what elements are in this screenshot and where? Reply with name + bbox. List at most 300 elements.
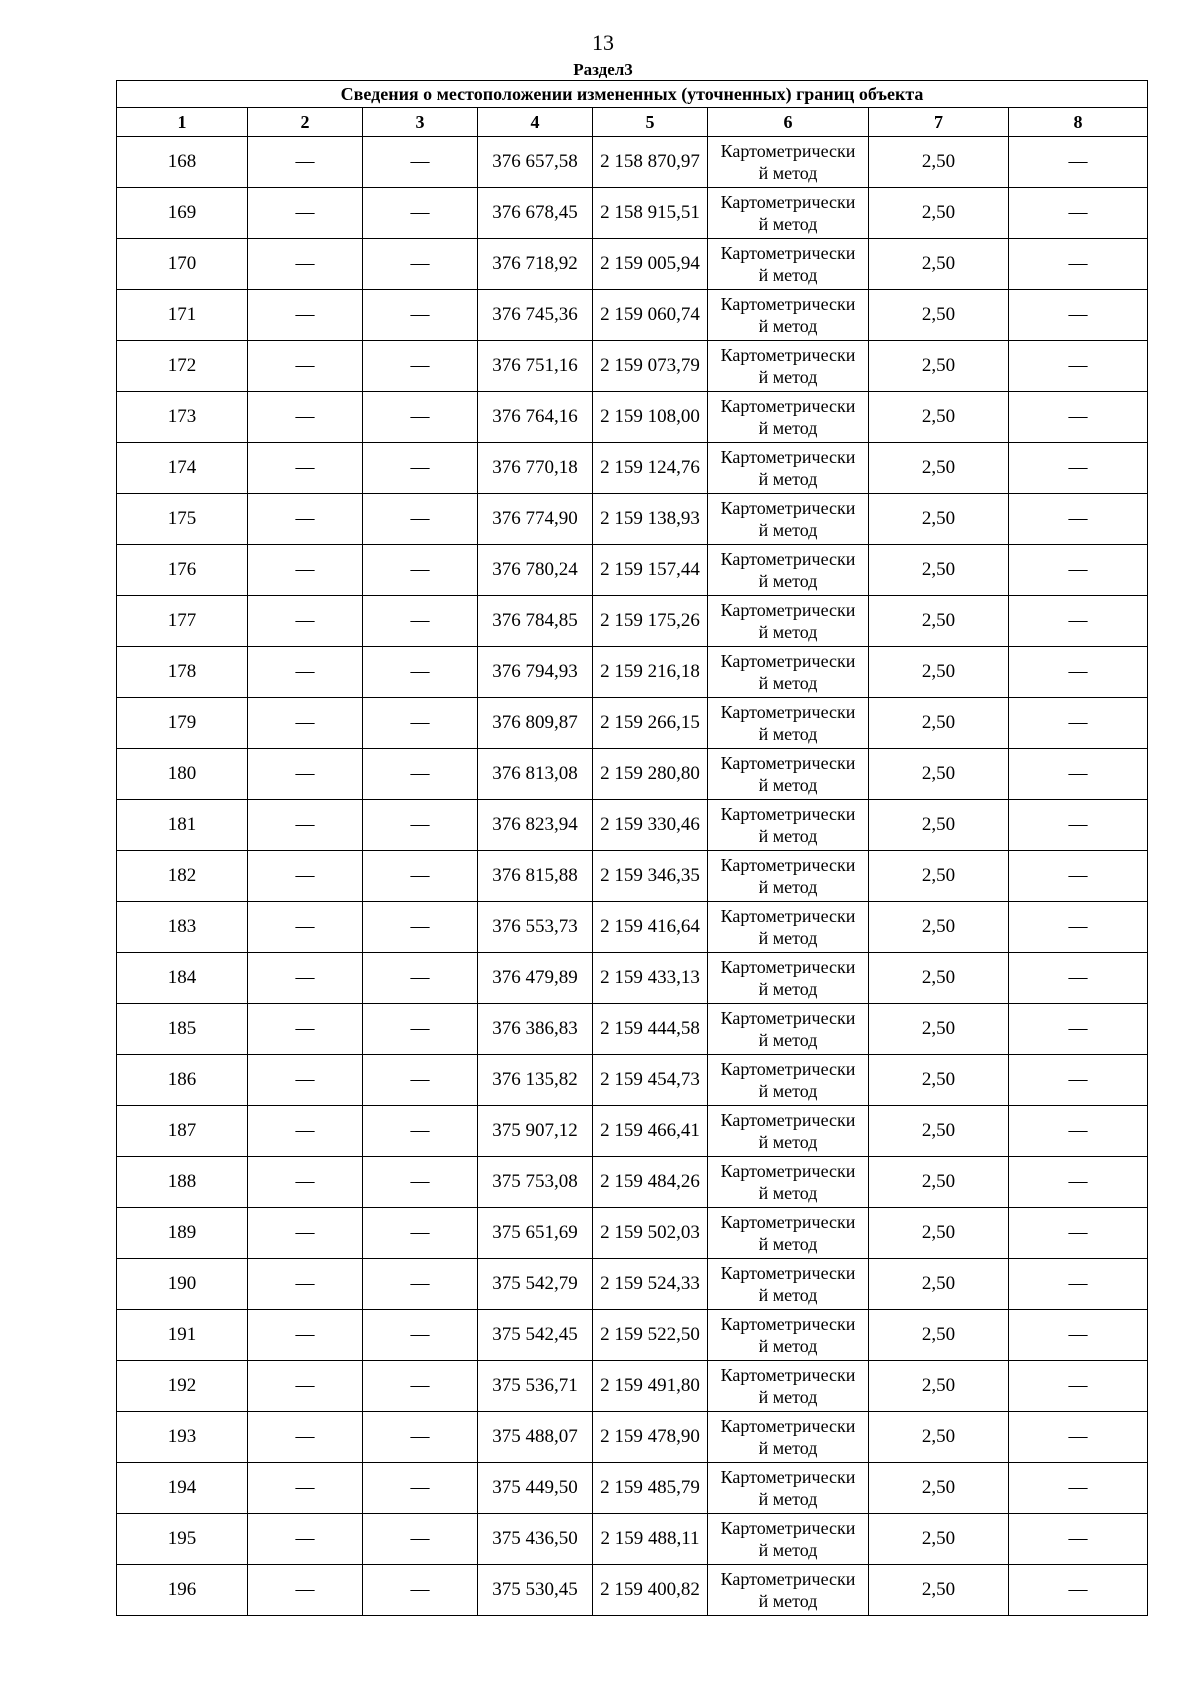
empty-value-cell: —: [248, 596, 363, 647]
empty-value-cell: —: [1009, 1157, 1148, 1208]
method-line-2: й метод: [758, 724, 818, 744]
y-coordinate-cell: 2 159 485,79: [593, 1463, 708, 1514]
y-coordinate-cell: 2 159 157,44: [593, 545, 708, 596]
accuracy-cell: 2,50: [869, 902, 1009, 953]
method-line-1: Картометрически: [720, 804, 856, 824]
empty-value-cell: —: [363, 1208, 478, 1259]
y-coordinate-cell: 2 159 060,74: [593, 290, 708, 341]
empty-value-cell: —: [1009, 1463, 1148, 1514]
accuracy-cell: 2,50: [869, 698, 1009, 749]
empty-value-cell: —: [363, 698, 478, 749]
point-number-cell: 179: [117, 698, 248, 749]
y-coordinate-cell: 2 159 433,13: [593, 953, 708, 1004]
table-row: [117, 1361, 1148, 1412]
table-caption: Сведения о местоположении измененных (уточненных) границ объекта: [117, 81, 1148, 108]
coordinates-table: [116, 80, 1148, 1616]
empty-value-cell: —: [1009, 800, 1148, 851]
method-line-1: Картометрически: [720, 1161, 856, 1181]
column-number-3: 3: [363, 108, 478, 137]
x-coordinate-cell: 376 813,08: [478, 749, 593, 800]
column-number-8: 8: [1009, 108, 1148, 137]
method-line-1: Картометрически: [720, 396, 856, 416]
empty-value-cell: —: [363, 1004, 478, 1055]
method-line-2: й метод: [758, 469, 818, 489]
section-title: Раздел3: [573, 60, 633, 79]
y-coordinate-cell: 2 158 915,51: [593, 188, 708, 239]
table-row: [117, 290, 1148, 341]
x-coordinate-cell: 375 753,08: [478, 1157, 593, 1208]
empty-value-cell: —: [1009, 698, 1148, 749]
point-number-cell: 188: [117, 1157, 248, 1208]
method-cell: [708, 1412, 869, 1463]
x-coordinate-cell: 376 718,92: [478, 239, 593, 290]
empty-value-cell: —: [248, 494, 363, 545]
empty-value-cell: —: [248, 902, 363, 953]
y-coordinate-cell: 2 159 484,26: [593, 1157, 708, 1208]
y-coordinate-cell: 2 159 466,41: [593, 1106, 708, 1157]
method-line-2: й метод: [758, 1540, 818, 1560]
x-coordinate-cell: 376 386,83: [478, 1004, 593, 1055]
y-coordinate-cell: 2 159 522,50: [593, 1310, 708, 1361]
empty-value-cell: —: [248, 953, 363, 1004]
method-line-1: Картометрически: [720, 1008, 856, 1028]
table-row: [117, 341, 1148, 392]
method-line-2: й метод: [758, 571, 818, 591]
point-number-cell: 184: [117, 953, 248, 1004]
empty-value-cell: —: [248, 1412, 363, 1463]
point-number-cell: 171: [117, 290, 248, 341]
method-cell: [708, 443, 869, 494]
table-row: [117, 392, 1148, 443]
empty-value-cell: —: [1009, 494, 1148, 545]
y-coordinate-cell: 2 159 216,18: [593, 647, 708, 698]
method-line-1: Картометрически: [720, 1212, 856, 1232]
empty-value-cell: —: [363, 1310, 478, 1361]
method-line-2: й метод: [758, 265, 818, 285]
accuracy-cell: 2,50: [869, 1259, 1009, 1310]
column-number-row: [117, 108, 1148, 137]
table-row: [117, 494, 1148, 545]
empty-value-cell: —: [248, 851, 363, 902]
method-line-2: й метод: [758, 418, 818, 438]
empty-value-cell: —: [363, 1259, 478, 1310]
empty-value-cell: —: [1009, 1259, 1148, 1310]
point-number-cell: 190: [117, 1259, 248, 1310]
accuracy-cell: 2,50: [869, 749, 1009, 800]
method-line-1: Картометрически: [720, 141, 856, 161]
point-number-cell: 182: [117, 851, 248, 902]
empty-value-cell: —: [248, 239, 363, 290]
method-line-2: й метод: [758, 979, 818, 999]
y-coordinate-cell: 2 159 330,46: [593, 800, 708, 851]
y-coordinate-cell: 2 158 870,97: [593, 137, 708, 188]
point-number-cell: 194: [117, 1463, 248, 1514]
method-line-2: й метод: [758, 1438, 818, 1458]
table-row: [117, 545, 1148, 596]
method-line-1: Картометрически: [720, 345, 856, 365]
point-number-cell: 175: [117, 494, 248, 545]
accuracy-cell: 2,50: [869, 1208, 1009, 1259]
x-coordinate-cell: 376 678,45: [478, 188, 593, 239]
column-number-6: 6: [708, 108, 869, 137]
accuracy-cell: 2,50: [869, 800, 1009, 851]
empty-value-cell: —: [248, 1361, 363, 1412]
table-row: [117, 188, 1148, 239]
point-number-cell: 181: [117, 800, 248, 851]
empty-value-cell: —: [1009, 545, 1148, 596]
point-number-cell: 192: [117, 1361, 248, 1412]
empty-value-cell: —: [1009, 341, 1148, 392]
column-number-2: 2: [248, 108, 363, 137]
method-cell: [708, 953, 869, 1004]
x-coordinate-cell: 376 479,89: [478, 953, 593, 1004]
empty-value-cell: —: [1009, 1208, 1148, 1259]
accuracy-cell: 2,50: [869, 239, 1009, 290]
method-line-2: й метод: [758, 163, 818, 183]
method-line-2: й метод: [758, 367, 818, 387]
y-coordinate-cell: 2 159 346,35: [593, 851, 708, 902]
empty-value-cell: —: [1009, 1310, 1148, 1361]
y-coordinate-cell: 2 159 454,73: [593, 1055, 708, 1106]
accuracy-cell: 2,50: [869, 851, 1009, 902]
table-row: [117, 953, 1148, 1004]
table-row: [117, 1463, 1148, 1514]
method-cell: [708, 1106, 869, 1157]
table-row: [117, 596, 1148, 647]
method-line-2: й метод: [758, 1030, 818, 1050]
method-cell: [708, 596, 869, 647]
method-cell: [708, 1004, 869, 1055]
empty-value-cell: —: [363, 1157, 478, 1208]
empty-value-cell: —: [1009, 290, 1148, 341]
method-line-2: й метод: [758, 1285, 818, 1305]
table-row: [117, 1310, 1148, 1361]
method-line-1: Картометрически: [720, 549, 856, 569]
y-coordinate-cell: 2 159 266,15: [593, 698, 708, 749]
x-coordinate-cell: 376 780,24: [478, 545, 593, 596]
table-row: [117, 1208, 1148, 1259]
point-number-cell: 196: [117, 1565, 248, 1616]
method-cell: [708, 545, 869, 596]
method-cell: [708, 1259, 869, 1310]
method-line-1: Картометрически: [720, 1467, 856, 1487]
table-row: [117, 749, 1148, 800]
x-coordinate-cell: 376 823,94: [478, 800, 593, 851]
method-line-1: Картометрически: [720, 906, 856, 926]
method-line-2: й метод: [758, 520, 818, 540]
table-row: [117, 1565, 1148, 1616]
empty-value-cell: —: [1009, 647, 1148, 698]
x-coordinate-cell: 376 809,87: [478, 698, 593, 749]
empty-value-cell: —: [363, 1514, 478, 1565]
method-line-1: Картометрически: [720, 294, 856, 314]
method-cell: [708, 902, 869, 953]
method-line-2: й метод: [758, 1591, 818, 1611]
empty-value-cell: —: [248, 1208, 363, 1259]
empty-value-cell: —: [1009, 137, 1148, 188]
table-row: [117, 1412, 1148, 1463]
empty-value-cell: —: [363, 1106, 478, 1157]
empty-value-cell: —: [363, 647, 478, 698]
accuracy-cell: 2,50: [869, 1055, 1009, 1106]
method-cell: [708, 1157, 869, 1208]
method-line-1: Картометрически: [720, 600, 856, 620]
empty-value-cell: —: [248, 1259, 363, 1310]
method-line-2: й метод: [758, 1132, 818, 1152]
empty-value-cell: —: [363, 290, 478, 341]
empty-value-cell: —: [1009, 596, 1148, 647]
point-number-cell: 191: [117, 1310, 248, 1361]
x-coordinate-cell: 375 542,79: [478, 1259, 593, 1310]
empty-value-cell: —: [1009, 443, 1148, 494]
x-coordinate-cell: 375 536,71: [478, 1361, 593, 1412]
empty-value-cell: —: [248, 1514, 363, 1565]
method-line-1: Картометрически: [720, 1416, 856, 1436]
empty-value-cell: —: [363, 494, 478, 545]
point-number-cell: 187: [117, 1106, 248, 1157]
accuracy-cell: 2,50: [869, 647, 1009, 698]
table-row: [117, 1514, 1148, 1565]
empty-value-cell: —: [248, 188, 363, 239]
accuracy-cell: 2,50: [869, 188, 1009, 239]
empty-value-cell: —: [363, 1055, 478, 1106]
method-cell: [708, 1310, 869, 1361]
empty-value-cell: —: [363, 239, 478, 290]
empty-value-cell: —: [248, 290, 363, 341]
table-body: [117, 137, 1148, 1616]
empty-value-cell: —: [248, 800, 363, 851]
point-number-cell: 177: [117, 596, 248, 647]
method-cell: [708, 392, 869, 443]
table-row: [117, 698, 1148, 749]
empty-value-cell: —: [1009, 1565, 1148, 1616]
method-cell: [708, 137, 869, 188]
point-number-cell: 185: [117, 1004, 248, 1055]
accuracy-cell: 2,50: [869, 1565, 1009, 1616]
empty-value-cell: —: [363, 392, 478, 443]
method-cell: [708, 239, 869, 290]
method-line-1: Картометрически: [720, 1569, 856, 1589]
method-line-1: Картометрически: [720, 1263, 856, 1283]
point-number-cell: 176: [117, 545, 248, 596]
empty-value-cell: —: [1009, 902, 1148, 953]
method-line-2: й метод: [758, 1489, 818, 1509]
empty-value-cell: —: [363, 341, 478, 392]
method-line-1: Картометрически: [720, 753, 856, 773]
accuracy-cell: 2,50: [869, 494, 1009, 545]
point-number-cell: 169: [117, 188, 248, 239]
x-coordinate-cell: 376 553,73: [478, 902, 593, 953]
accuracy-cell: 2,50: [869, 137, 1009, 188]
empty-value-cell: —: [1009, 851, 1148, 902]
accuracy-cell: 2,50: [869, 290, 1009, 341]
accuracy-cell: 2,50: [869, 596, 1009, 647]
x-coordinate-cell: 376 815,88: [478, 851, 593, 902]
y-coordinate-cell: 2 159 416,64: [593, 902, 708, 953]
table-row: [117, 137, 1148, 188]
empty-value-cell: —: [363, 902, 478, 953]
accuracy-cell: 2,50: [869, 1310, 1009, 1361]
x-coordinate-cell: 375 488,07: [478, 1412, 593, 1463]
point-number-cell: 170: [117, 239, 248, 290]
x-coordinate-cell: 376 774,90: [478, 494, 593, 545]
empty-value-cell: —: [1009, 1361, 1148, 1412]
column-number-7: 7: [869, 108, 1009, 137]
empty-value-cell: —: [248, 1463, 363, 1514]
method-line-1: Картометрически: [720, 651, 856, 671]
method-line-1: Картометрически: [720, 1110, 856, 1130]
empty-value-cell: —: [248, 137, 363, 188]
point-number-cell: 183: [117, 902, 248, 953]
empty-value-cell: —: [1009, 239, 1148, 290]
method-line-1: Картометрически: [720, 1059, 856, 1079]
point-number-cell: 172: [117, 341, 248, 392]
empty-value-cell: —: [363, 953, 478, 1004]
table-row: [117, 443, 1148, 494]
method-line-2: й метод: [758, 214, 818, 234]
x-coordinate-cell: 375 907,12: [478, 1106, 593, 1157]
method-line-2: й метод: [758, 1387, 818, 1407]
method-line-1: Картометрически: [720, 1365, 856, 1385]
method-line-2: й метод: [758, 673, 818, 693]
empty-value-cell: —: [363, 851, 478, 902]
y-coordinate-cell: 2 159 488,11: [593, 1514, 708, 1565]
empty-value-cell: —: [363, 1463, 478, 1514]
method-cell: [708, 698, 869, 749]
empty-value-cell: —: [1009, 392, 1148, 443]
x-coordinate-cell: 376 794,93: [478, 647, 593, 698]
empty-value-cell: —: [1009, 1514, 1148, 1565]
method-cell: [708, 851, 869, 902]
empty-value-cell: —: [248, 1004, 363, 1055]
point-number-cell: 195: [117, 1514, 248, 1565]
empty-value-cell: —: [363, 1412, 478, 1463]
table-row: [117, 800, 1148, 851]
empty-value-cell: —: [363, 1565, 478, 1616]
method-line-1: Картометрически: [720, 243, 856, 263]
method-cell: [708, 1055, 869, 1106]
y-coordinate-cell: 2 159 491,80: [593, 1361, 708, 1412]
accuracy-cell: 2,50: [869, 1412, 1009, 1463]
empty-value-cell: —: [248, 698, 363, 749]
empty-value-cell: —: [363, 443, 478, 494]
x-coordinate-cell: 376 784,85: [478, 596, 593, 647]
x-coordinate-cell: 376 745,36: [478, 290, 593, 341]
method-line-2: й метод: [758, 316, 818, 336]
empty-value-cell: —: [1009, 953, 1148, 1004]
accuracy-cell: 2,50: [869, 1004, 1009, 1055]
method-line-2: й метод: [758, 1234, 818, 1254]
method-cell: [708, 188, 869, 239]
method-cell: [708, 1514, 869, 1565]
point-number-cell: 189: [117, 1208, 248, 1259]
method-line-1: Картометрически: [720, 1314, 856, 1334]
y-coordinate-cell: 2 159 478,90: [593, 1412, 708, 1463]
empty-value-cell: —: [1009, 188, 1148, 239]
table-row: [117, 647, 1148, 698]
method-cell: [708, 341, 869, 392]
empty-value-cell: —: [248, 443, 363, 494]
table-row: [117, 902, 1148, 953]
empty-value-cell: —: [248, 1106, 363, 1157]
y-coordinate-cell: 2 159 124,76: [593, 443, 708, 494]
y-coordinate-cell: 2 159 108,00: [593, 392, 708, 443]
accuracy-cell: 2,50: [869, 392, 1009, 443]
empty-value-cell: —: [248, 392, 363, 443]
method-line-2: й метод: [758, 1336, 818, 1356]
accuracy-cell: 2,50: [869, 341, 1009, 392]
empty-value-cell: —: [1009, 749, 1148, 800]
method-line-2: й метод: [758, 826, 818, 846]
method-cell: [708, 1565, 869, 1616]
empty-value-cell: —: [363, 596, 478, 647]
y-coordinate-cell: 2 159 073,79: [593, 341, 708, 392]
point-number-cell: 180: [117, 749, 248, 800]
accuracy-cell: 2,50: [869, 1106, 1009, 1157]
column-number-5: 5: [593, 108, 708, 137]
empty-value-cell: —: [363, 800, 478, 851]
empty-value-cell: —: [248, 1565, 363, 1616]
accuracy-cell: 2,50: [869, 1361, 1009, 1412]
point-number-cell: 178: [117, 647, 248, 698]
x-coordinate-cell: 376 135,82: [478, 1055, 593, 1106]
empty-value-cell: —: [363, 1361, 478, 1412]
method-cell: [708, 494, 869, 545]
x-coordinate-cell: 376 751,16: [478, 341, 593, 392]
method-line-1: Картометрически: [720, 447, 856, 467]
x-coordinate-cell: 376 764,16: [478, 392, 593, 443]
column-number-1: 1: [117, 108, 248, 137]
empty-value-cell: —: [248, 1310, 363, 1361]
empty-value-cell: —: [1009, 1055, 1148, 1106]
accuracy-cell: 2,50: [869, 953, 1009, 1004]
method-line-1: Картометрически: [720, 498, 856, 518]
point-number-cell: 168: [117, 137, 248, 188]
method-line-2: й метод: [758, 775, 818, 795]
method-cell: [708, 647, 869, 698]
empty-value-cell: —: [363, 188, 478, 239]
column-number-4: 4: [478, 108, 593, 137]
y-coordinate-cell: 2 159 280,80: [593, 749, 708, 800]
method-line-1: Картометрически: [720, 192, 856, 212]
table-row: [117, 851, 1148, 902]
empty-value-cell: —: [1009, 1412, 1148, 1463]
empty-value-cell: —: [363, 545, 478, 596]
y-coordinate-cell: 2 159 524,33: [593, 1259, 708, 1310]
y-coordinate-cell: 2 159 138,93: [593, 494, 708, 545]
method-line-2: й метод: [758, 622, 818, 642]
y-coordinate-cell: 2 159 444,58: [593, 1004, 708, 1055]
accuracy-cell: 2,50: [869, 1514, 1009, 1565]
table-row: [117, 1055, 1148, 1106]
x-coordinate-cell: 376 770,18: [478, 443, 593, 494]
empty-value-cell: —: [1009, 1004, 1148, 1055]
empty-value-cell: —: [248, 647, 363, 698]
empty-value-cell: —: [248, 341, 363, 392]
table-row: [117, 1259, 1148, 1310]
method-line-2: й метод: [758, 1081, 818, 1101]
accuracy-cell: 2,50: [869, 1463, 1009, 1514]
x-coordinate-cell: 375 651,69: [478, 1208, 593, 1259]
table-row: [117, 1004, 1148, 1055]
method-cell: [708, 749, 869, 800]
method-cell: [708, 290, 869, 341]
empty-value-cell: —: [1009, 1106, 1148, 1157]
method-line-1: Картометрически: [720, 855, 856, 875]
method-cell: [708, 1361, 869, 1412]
point-number-cell: 186: [117, 1055, 248, 1106]
page-number: 13: [592, 30, 614, 55]
